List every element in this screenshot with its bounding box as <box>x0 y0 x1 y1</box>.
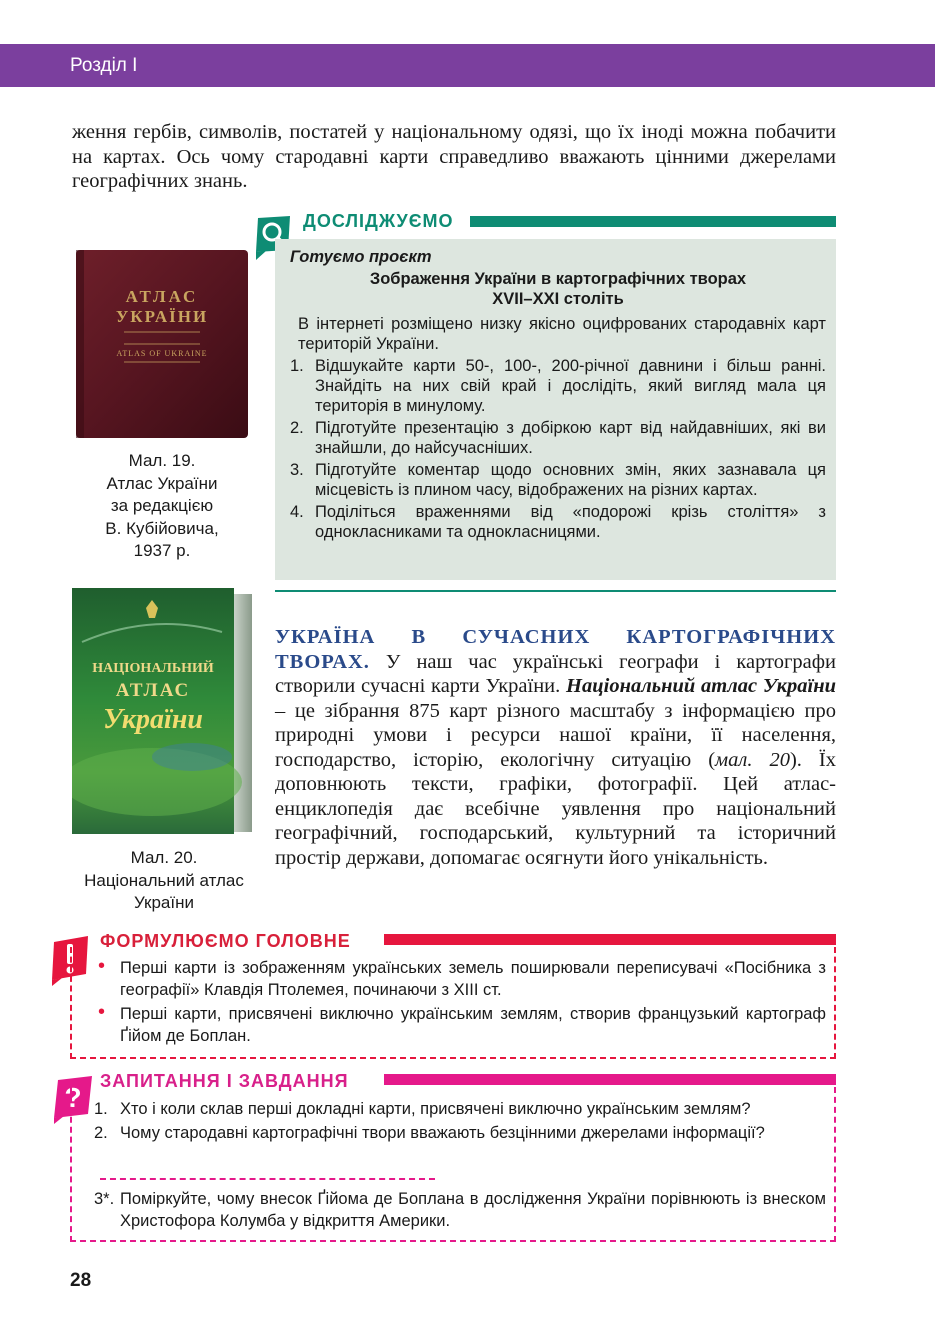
caption-line: Національний атлас <box>84 870 244 890</box>
item-text: Чому стародавні картографічні твори вважають безцінними джерелами інформації? <box>120 1124 765 1142</box>
list-item <box>94 1098 826 1120</box>
questions-title: ЗАПИТАННЯ І ЗАВДАННЯ <box>100 1071 349 1091</box>
list-item <box>290 460 826 500</box>
list-item <box>94 1122 826 1144</box>
formulate-title: ФОРМУЛЮЄМО ГОЛОВНЕ <box>100 931 351 951</box>
modern-heading: УКРАЇНА В СУЧАСНИХ КАРТОГРАФІЧНИХ ТВОРАХ. <box>275 626 836 673</box>
figure20-caption <box>72 847 256 915</box>
cover-title-2: АТЛАС <box>115 680 191 701</box>
formulate-title-rule <box>384 934 836 945</box>
caption-line: України <box>134 893 194 912</box>
caption-line: Мал. 19. <box>128 451 196 470</box>
item-text: Відшукайте карти 50-, 100-, 200-річної давнини і більш ранні. Знайдіть на них свій край і дослідіть, який вигляд мала ця територія в минулому. <box>315 357 826 415</box>
item-text: Підготуйте презентацію з добіркою карт від найдавніших, які ви знайшли, до найсучасніших. <box>315 419 826 457</box>
atlas-of-ukraine-1937-image <box>72 248 252 441</box>
list-item <box>290 356 826 416</box>
questions-title-rule <box>384 1074 836 1085</box>
cover-title-1: НАЦІОНАЛЬНИЙ <box>92 661 214 676</box>
intro-paragraph: ження гербів, символів, постатей у національному одязі, що їх іноді можна побачити на картах. Ось чому стародавні карти справедливо вважають цінними джерелами географічних знань. <box>72 121 836 192</box>
item-number: 3. <box>290 461 304 479</box>
caption-line: за редакцією <box>110 496 214 515</box>
figure19-caption <box>72 450 252 563</box>
project-title-line1: Зображення України в картографічних творах <box>369 270 747 288</box>
caption-line: Атлас України <box>106 473 218 493</box>
extra-task <box>94 1188 826 1232</box>
item-text: Поділіться враженнями від «подорожі крізь століття» з однокласниками та однокласницями. <box>315 503 826 541</box>
modern-cartography-paragraph <box>275 625 836 870</box>
item-number: 1. <box>94 1100 108 1118</box>
questions-list <box>94 1098 826 1146</box>
cover-title-3: України <box>103 704 203 735</box>
cover-title-3: ATLAS OF UKRAINE <box>116 349 208 358</box>
project-title <box>290 269 826 309</box>
item-number: 3*. <box>94 1190 115 1208</box>
cover-title-1: АТЛАС <box>125 287 199 306</box>
figure-reference: мал. 20 <box>715 748 790 771</box>
item-text: Перші карти, присвячені виключно українським землям, створив французький картограф Ґійом де Боплан. <box>120 1005 826 1045</box>
caption-line: 1937 р. <box>133 541 191 560</box>
item-text: Поміркуйте, чому внесок Ґійома де Боплана в дослідження України порівнюють із внеском Христофора Колумба у відкриття Америки. <box>120 1190 826 1230</box>
list-item <box>290 502 826 542</box>
modern-text-2: – це зібрання 875 карт різного масштабу з інформацією про природні умови і ресурси нашої країни, її населення, господарство, історію, екологічну ситуацію ( <box>275 699 836 771</box>
national-atlas-emphasis: Національний атлас України <box>566 675 836 697</box>
caption-line: В. Кубійовича, <box>105 518 219 538</box>
research-bottom-rule <box>275 590 836 592</box>
bullet: • <box>98 1001 106 1023</box>
item-text: Хто і коли склав перші докладні карти, присвячені виключно українським землям? <box>120 1100 751 1118</box>
research-title-rule <box>470 216 836 227</box>
list-item <box>96 957 826 1001</box>
research-task-list <box>290 356 826 544</box>
research-title: ДОСЛІДЖУЄМО <box>303 211 454 231</box>
cover-title-2: УКРАЇНИ <box>115 307 209 326</box>
research-intro: В інтернеті розміщено низку якісно оцифрованих стародавніх карт територій України. <box>298 315 826 353</box>
formulate-list <box>96 957 826 1049</box>
questions-divider <box>100 1178 435 1180</box>
bullet: • <box>98 955 106 977</box>
item-number: 2. <box>290 419 304 437</box>
project-title-line2: XVII–XXI століть <box>492 290 624 308</box>
item-number: 1. <box>290 357 304 375</box>
item-text: Перші карти із зображенням українських земель поширювали переписувачі «Посібника з географії» Клавдія Птолемея, починаючи з XIII ст. <box>120 959 826 999</box>
modern-text-3: ). Їх доповнюють тексти, графіки, фотографії. Цей атлас-енциклопедія дає всебічне уявлення про національний географічний, господарський, культурний та історичний простір держави, допомагає осягнути його унікальність. <box>275 748 836 869</box>
list-item <box>290 418 826 458</box>
section-title: Розділ І <box>70 55 138 76</box>
item-number: 4. <box>290 503 304 521</box>
page-number: 28 <box>70 1270 92 1291</box>
item-text: Підготуйте коментар щодо основних змін, яких зазнавала ця місцевість із плином часу, відображених на різних картах. <box>315 461 826 499</box>
project-label: Готуємо проєкт <box>290 248 432 266</box>
caption-line: Мал. 20. <box>130 848 198 867</box>
list-item <box>96 1003 826 1047</box>
svg-text:?: ? <box>64 1082 82 1113</box>
national-atlas-of-ukraine-image <box>72 582 256 836</box>
section-header-bar <box>0 44 935 87</box>
modern-text-1: У наш час українські географи і картографи створили сучасні карти України. <box>275 650 836 697</box>
item-number: 2. <box>94 1124 108 1142</box>
